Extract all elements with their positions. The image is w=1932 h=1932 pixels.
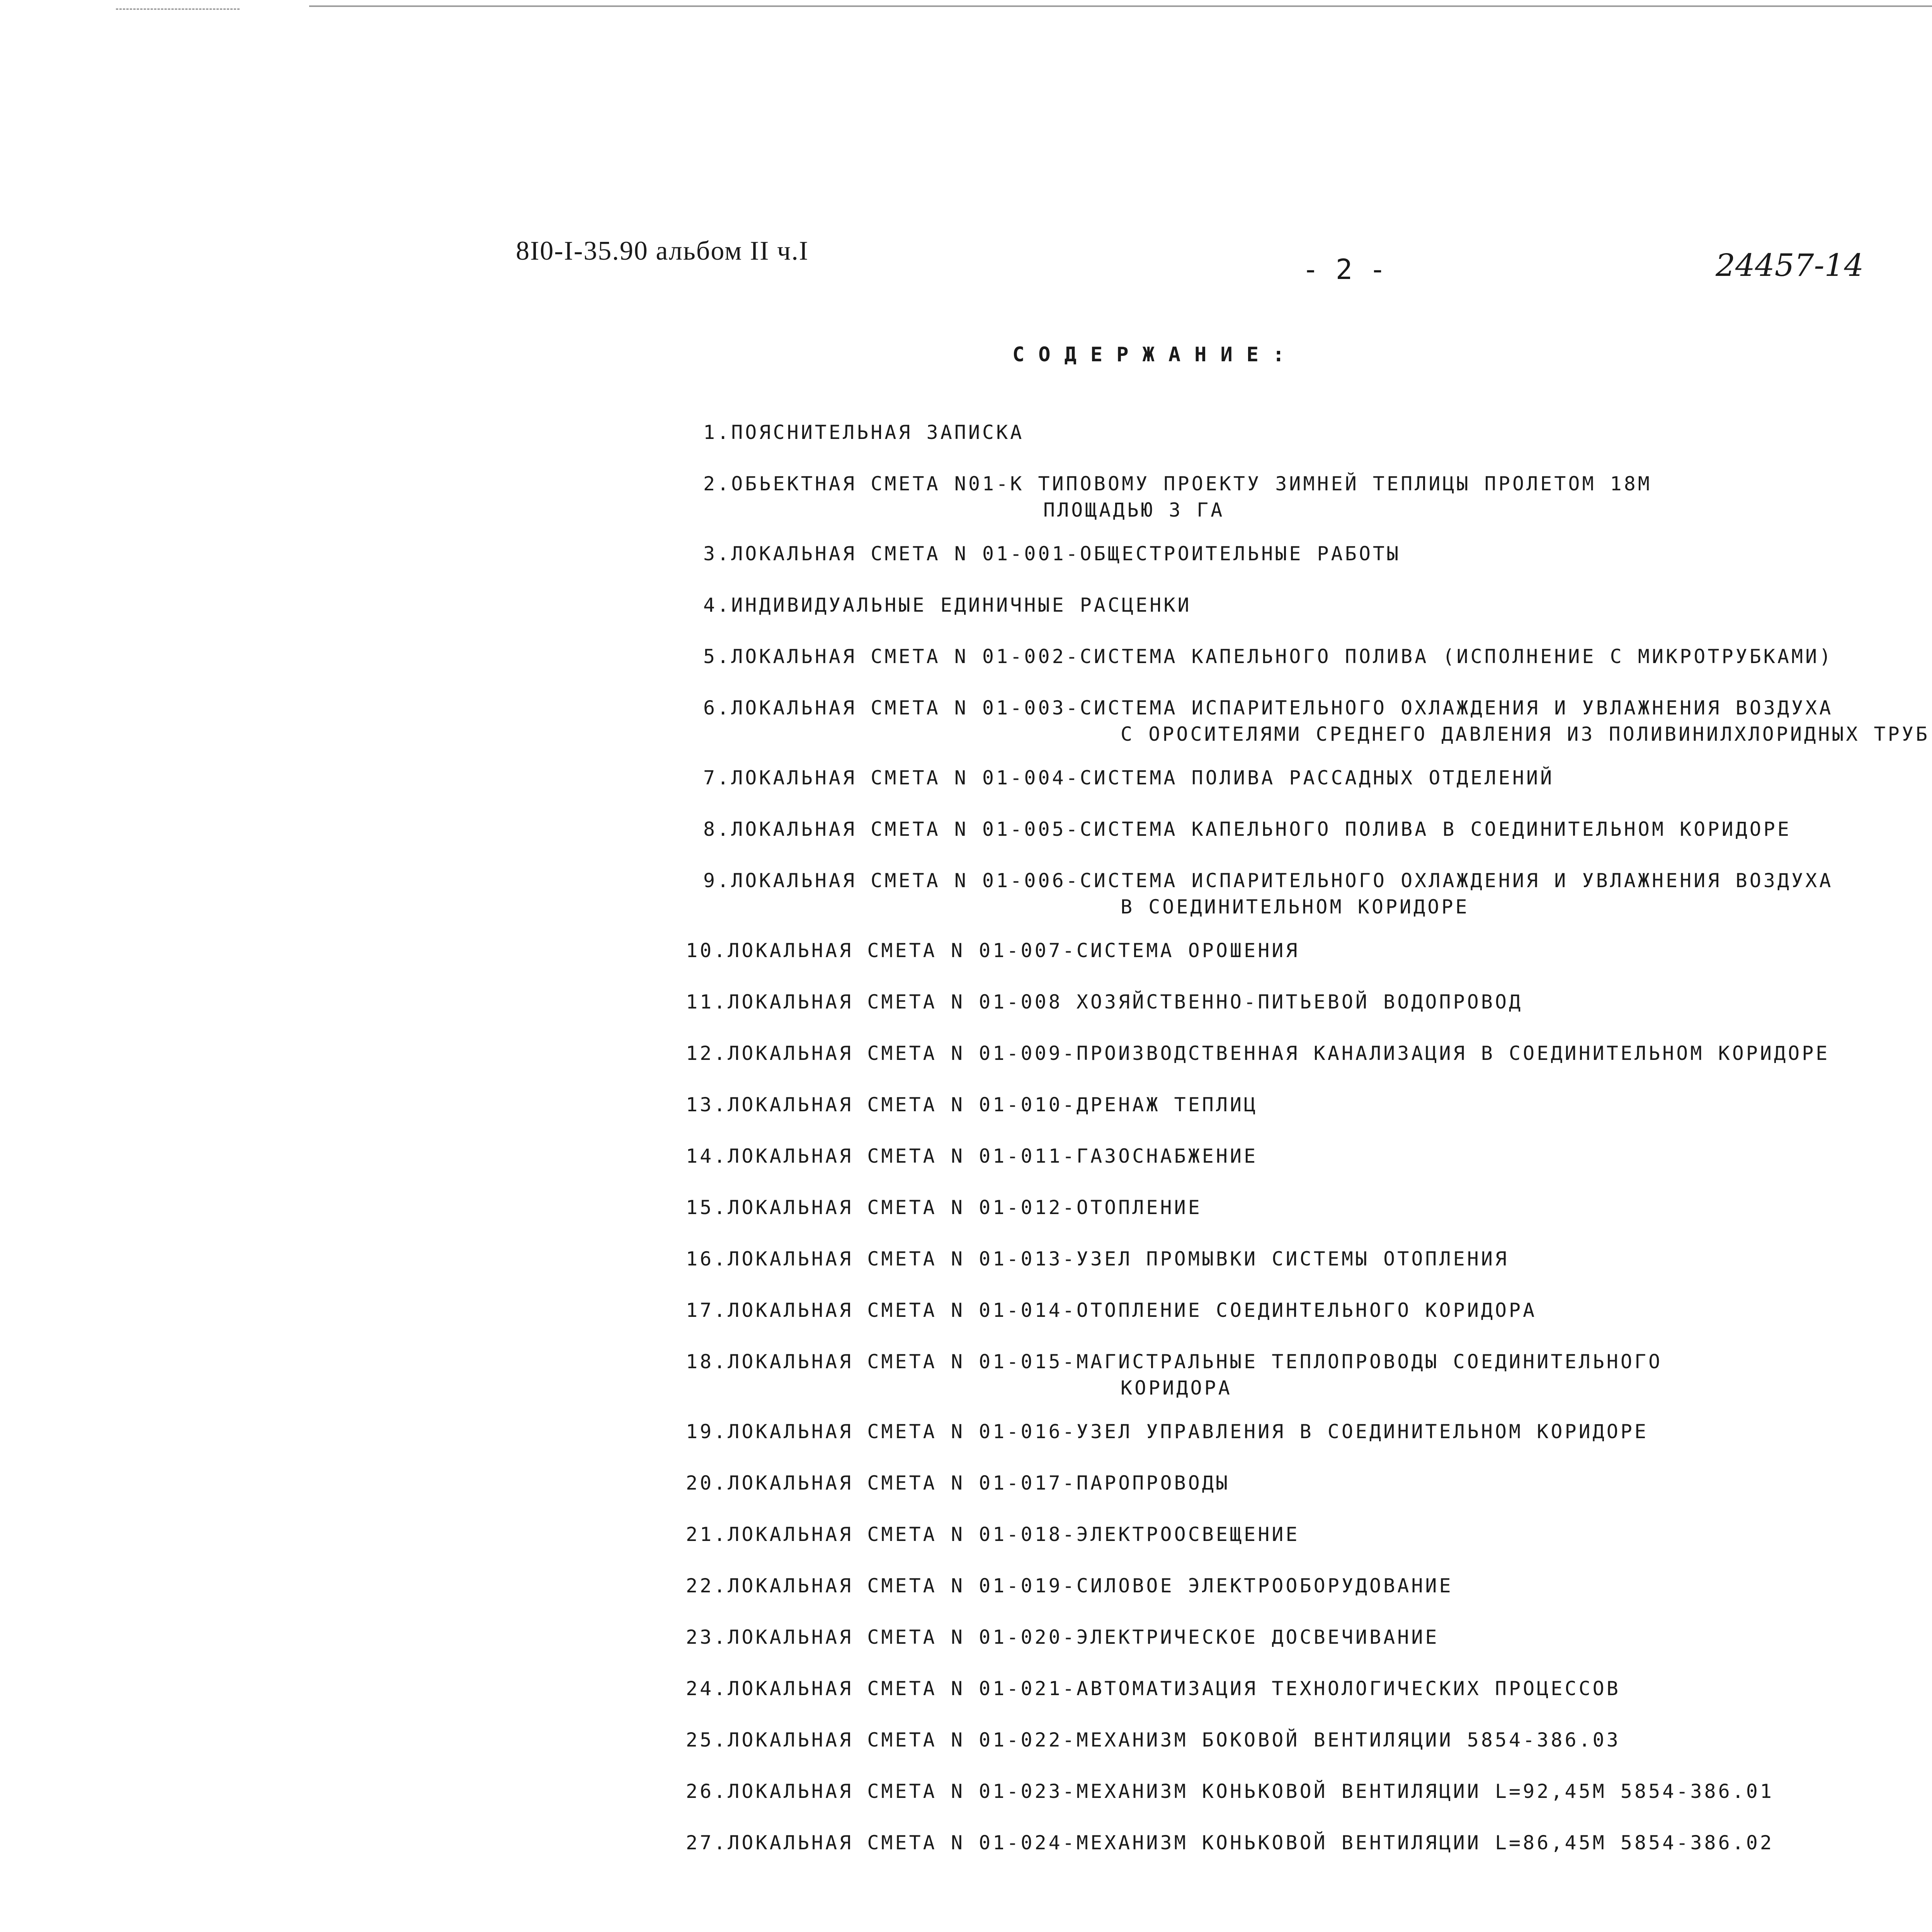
toc-item-title: 16.ЛОКАЛЬНАЯ СМЕТА N 01-013-УЗЕЛ ПРОМЫВКИ СИСТЕМЫ ОТОПЛЕНИЯ bbox=[686, 1248, 1509, 1270]
toc-item-title: 5.ЛОКАЛЬНАЯ СМЕТА N 01-002-СИСТЕМА КАПЕЛЬНОГО ПОЛИВА (ИСПОЛНЕНИЕ С МИКРОТРУБКАМИ) bbox=[703, 645, 1833, 668]
toc-item-title: 14.ЛОКАЛЬНАЯ СМЕТА N 01-011-ГАЗОСНАБЖЕНИЕ bbox=[686, 1145, 1258, 1167]
toc-item bbox=[703, 471, 1932, 523]
toc-list bbox=[686, 419, 1932, 1881]
toc-item-title: 20.ЛОКАЛЬНАЯ СМЕТА N 01-017-ПАРОПРОВОДЫ bbox=[686, 1472, 1230, 1494]
document-code: 8I0-I-35.90 альбом II ч.I bbox=[516, 236, 809, 266]
toc-item-title: 27.ЛОКАЛЬНАЯ СМЕТА N 01-024-МЕХАНИЗМ КОНЬКОВОЙ ВЕНТИЛЯЦИИ L=86,45М 5854-386.02 bbox=[686, 1832, 1774, 1854]
toc-item-title: 3.ЛОКАЛЬНАЯ СМЕТА N 01-001-ОБЩЕСТРОИТЕЛЬНЫЕ РАБОТЫ bbox=[703, 543, 1401, 565]
toc-item-title: 26.ЛОКАЛЬНАЯ СМЕТА N 01-023-МЕХАНИЗМ КОНЬКОВОЙ ВЕНТИЛЯЦИИ L=92,45М 5854-386.01 bbox=[686, 1780, 1774, 1803]
scan-edge-mark bbox=[116, 9, 240, 10]
toc-item bbox=[686, 1246, 1932, 1272]
toc-item bbox=[686, 1573, 1932, 1599]
toc-item-title: 7.ЛОКАЛЬНАЯ СМЕТА N 01-004-СИСТЕМА ПОЛИВА РАССАДНЫХ ОТДЕЛЕНИЙ bbox=[703, 767, 1554, 789]
toc-item bbox=[703, 765, 1932, 791]
toc-item-title: 12.ЛОКАЛЬНАЯ СМЕТА N 01-009-ПРОИЗВОДСТВЕННАЯ КАНАЛИЗАЦИЯ В СОЕДИНИТЕЛЬНОМ КОРИДОРЕ bbox=[686, 1042, 1830, 1065]
toc-item-title-continuation: В СОЕДИНИТЕЛЬНОМ КОРИДОРЕ bbox=[1121, 896, 1469, 918]
toc-item-title: 15.ЛОКАЛЬНАЯ СМЕТА N 01-012-ОТОПЛЕНИЕ bbox=[686, 1196, 1202, 1219]
toc-item bbox=[686, 1521, 1932, 1548]
toc-item-title: 17.ЛОКАЛЬНАЯ СМЕТА N 01-014-ОТОПЛЕНИЕ СОЕДИНТЕЛЬНОГО КОРИДОРА bbox=[686, 1299, 1537, 1321]
toc-item bbox=[686, 1418, 1932, 1445]
toc-item bbox=[703, 541, 1932, 567]
toc-item bbox=[686, 989, 1932, 1015]
toc-item bbox=[686, 1349, 1932, 1401]
toc-item-title: 2.ОБЬЕКТНАЯ СМЕТА N01-К ТИПОВОМУ ПРОЕКТУ ЗИМНЕЙ ТЕПЛИЦЫ ПРОЛЕТОМ 18М bbox=[703, 473, 1652, 495]
toc-item bbox=[703, 816, 1932, 842]
toc-item-title-continuation: С ОРОСИТЕЛЯМИ СРЕДНЕГО ДАВЛЕНИЯ ИЗ ПОЛИВИНИЛХЛОРИДНЫХ ТРУБ bbox=[1121, 723, 1930, 745]
toc-item bbox=[703, 419, 1932, 446]
toc-item-title: 22.ЛОКАЛЬНАЯ СМЕТА N 01-019-СИЛОВОЕ ЭЛЕКТРООБОРУДОВАНИЕ bbox=[686, 1575, 1453, 1597]
toc-item-title-continuation: ПЛОЩАДЬЮ 3 ГА bbox=[1043, 499, 1225, 521]
toc-item bbox=[686, 1297, 1932, 1323]
toc-item-title: 1.ПОЯСНИТЕЛЬНАЯ ЗАПИСКА bbox=[703, 421, 1024, 444]
toc-item bbox=[686, 1040, 1932, 1066]
toc-item-title: 8.ЛОКАЛЬНАЯ СМЕТА N 01-005-СИСТЕМА КАПЕЛЬНОГО ПОЛИВА В СОЕДИНИТЕЛЬНОМ КОРИДОРЕ bbox=[703, 818, 1791, 840]
toc-item bbox=[686, 1675, 1932, 1702]
toc-item bbox=[703, 643, 1932, 670]
scan-edge-line-top bbox=[309, 5, 1932, 7]
toc-item-title: 21.ЛОКАЛЬНАЯ СМЕТА N 01-018-ЭЛЕКТРООСВЕЩЕНИЕ bbox=[686, 1523, 1300, 1546]
toc-item bbox=[686, 1143, 1932, 1169]
toc-item bbox=[686, 1624, 1932, 1650]
toc-item bbox=[703, 592, 1932, 618]
toc-item bbox=[686, 1092, 1932, 1118]
toc-item-title: 24.ЛОКАЛЬНАЯ СМЕТА N 01-021-АВТОМАТИЗАЦИЯ ТЕХНОЛОГИЧЕСКИХ ПРОЦЕССОВ bbox=[686, 1677, 1621, 1700]
toc-item bbox=[686, 1727, 1932, 1753]
toc-item-title: 11.ЛОКАЛЬНАЯ СМЕТА N 01-008 ХОЗЯЙСТВЕННО-ПИТЬЕВОЙ ВОДОПРОВОД bbox=[686, 991, 1523, 1013]
handwritten-number: 24457-14 bbox=[1716, 247, 1864, 283]
toc-item-title: 9.ЛОКАЛЬНАЯ СМЕТА N 01-006-СИСТЕМА ИСПАРИТЕЛЬНОГО ОХЛАЖДЕНИЯ И УВЛАЖНЕНИЯ ВОЗДУХА bbox=[703, 869, 1833, 892]
page-number: - 2 - bbox=[1302, 253, 1386, 286]
toc-item bbox=[686, 1470, 1932, 1496]
toc-item bbox=[703, 695, 1932, 747]
toc-item-title: 13.ЛОКАЛЬНАЯ СМЕТА N 01-010-ДРЕНАЖ ТЕПЛИЦ bbox=[686, 1094, 1258, 1116]
toc-item bbox=[686, 1830, 1932, 1856]
toc-item-title: 6.ЛОКАЛЬНАЯ СМЕТА N 01-003-СИСТЕМА ИСПАРИТЕЛЬНОГО ОХЛАЖДЕНИЯ И УВЛАЖНЕНИЯ ВОЗДУХА bbox=[703, 697, 1833, 719]
toc-item bbox=[686, 1194, 1932, 1221]
toc-item bbox=[686, 1778, 1932, 1804]
toc-item-title: 25.ЛОКАЛЬНАЯ СМЕТА N 01-022-МЕХАНИЗМ БОКОВОЙ ВЕНТИЛЯЦИИ 5854-386.03 bbox=[686, 1729, 1621, 1751]
toc-item-title: 10.ЛОКАЛЬНАЯ СМЕТА N 01-007-СИСТЕМА ОРОШЕНИЯ bbox=[686, 939, 1300, 962]
toc-item bbox=[703, 867, 1932, 920]
toc-item bbox=[686, 937, 1932, 964]
toc-item-title: 4.ИНДИВИДУАЛЬНЫЕ ЕДИНИЧНЫЕ РАСЦЕНКИ bbox=[703, 594, 1192, 616]
toc-item-title: 23.ЛОКАЛЬНАЯ СМЕТА N 01-020-ЭЛЕКТРИЧЕСКОЕ ДОСВЕЧИВАНИЕ bbox=[686, 1626, 1439, 1648]
toc-title: СОДЕРЖАНИЕ: bbox=[1012, 343, 1299, 366]
toc-item-title-continuation: КОРИДОРА bbox=[1121, 1377, 1232, 1399]
toc-item-title: 19.ЛОКАЛЬНАЯ СМЕТА N 01-016-УЗЕЛ УПРАВЛЕНИЯ В СОЕДИНИТЕЛЬНОМ КОРИДОРЕ bbox=[686, 1420, 1649, 1443]
toc-item-title: 18.ЛОКАЛЬНАЯ СМЕТА N 01-015-МАГИСТРАЛЬНЫЕ ТЕПЛОПРОВОДЫ СОЕДИНИТЕЛЬНОГО bbox=[686, 1350, 1663, 1373]
